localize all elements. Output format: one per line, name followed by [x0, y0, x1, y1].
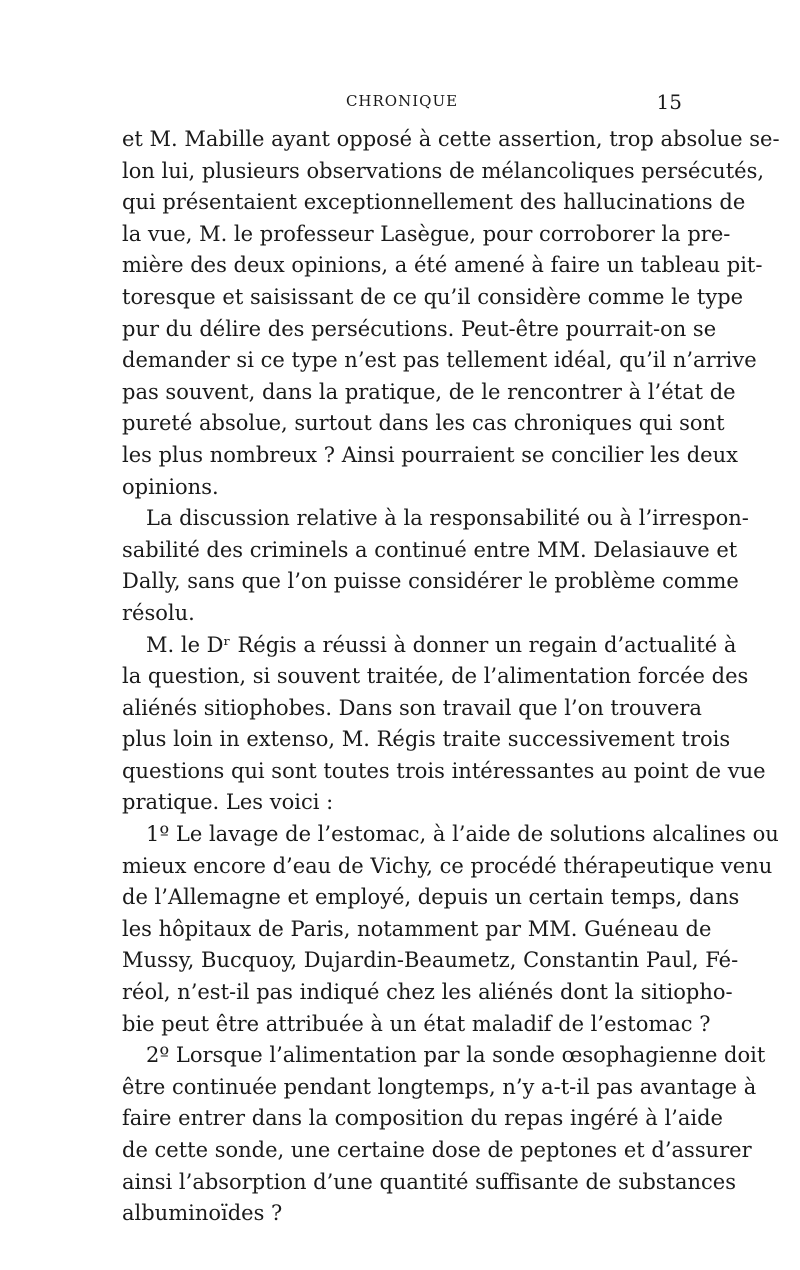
- text-line: ainsi l’absorption d’une quantité suffisante de substances: [122, 1169, 736, 1194]
- text-line: être continuée pendant longtemps, n’y a-t-il pas avantage à: [122, 1074, 757, 1099]
- text-line: les hôpitaux de Paris, notamment par MM. Guéneau de: [122, 916, 712, 941]
- text-line: et M. Mabille ayant opposé à cette assertion, trop absolue se-: [122, 127, 780, 151]
- text-line: 2º Lorsque l’alimentation par la sonde œsophagienne doit: [146, 1043, 766, 1068]
- text-line: faire entrer dans la composition du repas ingéré à l’aide: [122, 1106, 723, 1131]
- text-line: opinions.: [122, 474, 219, 499]
- text-line: albuminoïdes ?: [122, 1201, 283, 1226]
- text-line: lon lui, plusieurs observations de mélancoliques persécutés,: [122, 158, 765, 183]
- text-line: plus loin in extenso, M. Régis traite successivement trois: [122, 727, 731, 752]
- text-line: M. le Dʳ Régis a réussi à donner un regain d’actualité à: [146, 632, 737, 657]
- text-line: pur du délire des persécutions. Peut-être pourrait-on se: [122, 316, 717, 341]
- running-head: CHRONIQUE: [345, 92, 459, 110]
- text-line: Mussy, Bucquoy, Dujardin-Beaumetz, Constantin Paul, Fé-: [122, 948, 739, 973]
- text-line: qui présentaient exceptionnellement des hallucinations de: [122, 190, 746, 215]
- text-line: toresque et saisissant de ce qu’il considère comme le type: [122, 284, 744, 309]
- text-line: 1º Le lavage de l’estomac, à l’aide de solutions alcalines ou: [146, 822, 779, 847]
- text-line: sabilité des criminels a continué entre MM. Delasiauve et: [122, 537, 738, 562]
- text-line: pas souvent, dans la pratique, de le rencontrer à l’état de: [122, 379, 736, 404]
- text-line: Dally, sans que l’on puisse considérer le problème comme: [122, 569, 739, 594]
- text-line: aliénés sitiophobes. Dans son travail que l’on trouvera: [122, 695, 702, 720]
- text-line: résolu.: [122, 600, 195, 625]
- text-line: mieux encore d’eau de Vichy, ce procédé thérapeutique venu: [122, 853, 773, 878]
- text-line: de l’Allemagne et employé, depuis un certain temps, dans: [122, 885, 740, 910]
- text-line: mière des deux opinions, a été amené à faire un tableau pit-: [122, 253, 763, 278]
- text-line: la question, si souvent traitée, de l’alimentation forcée des: [122, 664, 749, 689]
- text-line: questions qui sont toutes trois intéressantes au point de vue: [122, 758, 766, 783]
- page-header: [122, 92, 682, 116]
- body-text: [122, 124, 780, 1230]
- text-line: la vue, M. le professeur Lasègue, pour corroborer la pre-: [122, 221, 731, 246]
- text-line: pratique. Les voici :: [122, 790, 334, 815]
- text-line: pureté absolue, surtout dans les cas chroniques qui sont: [122, 411, 725, 436]
- text-line: de cette sonde, une certaine dose de peptones et d’assurer: [122, 1138, 752, 1162]
- text-line: réol, n’est-il pas indiqué chez les aliénés dont la sitiopho-: [122, 980, 733, 1005]
- text-line: demander si ce type n’est pas tellement idéal, qu’il n’arrive: [122, 348, 757, 373]
- page-number: 15: [656, 90, 682, 114]
- text-line: bie peut être attribuée à un état maladif de l’estomac ?: [122, 1011, 711, 1036]
- text-line: La discussion relative à la responsabilité ou à l’irrespon-: [146, 506, 749, 531]
- text-line: les plus nombreux ? Ainsi pourraient se concilier les deux: [122, 442, 738, 467]
